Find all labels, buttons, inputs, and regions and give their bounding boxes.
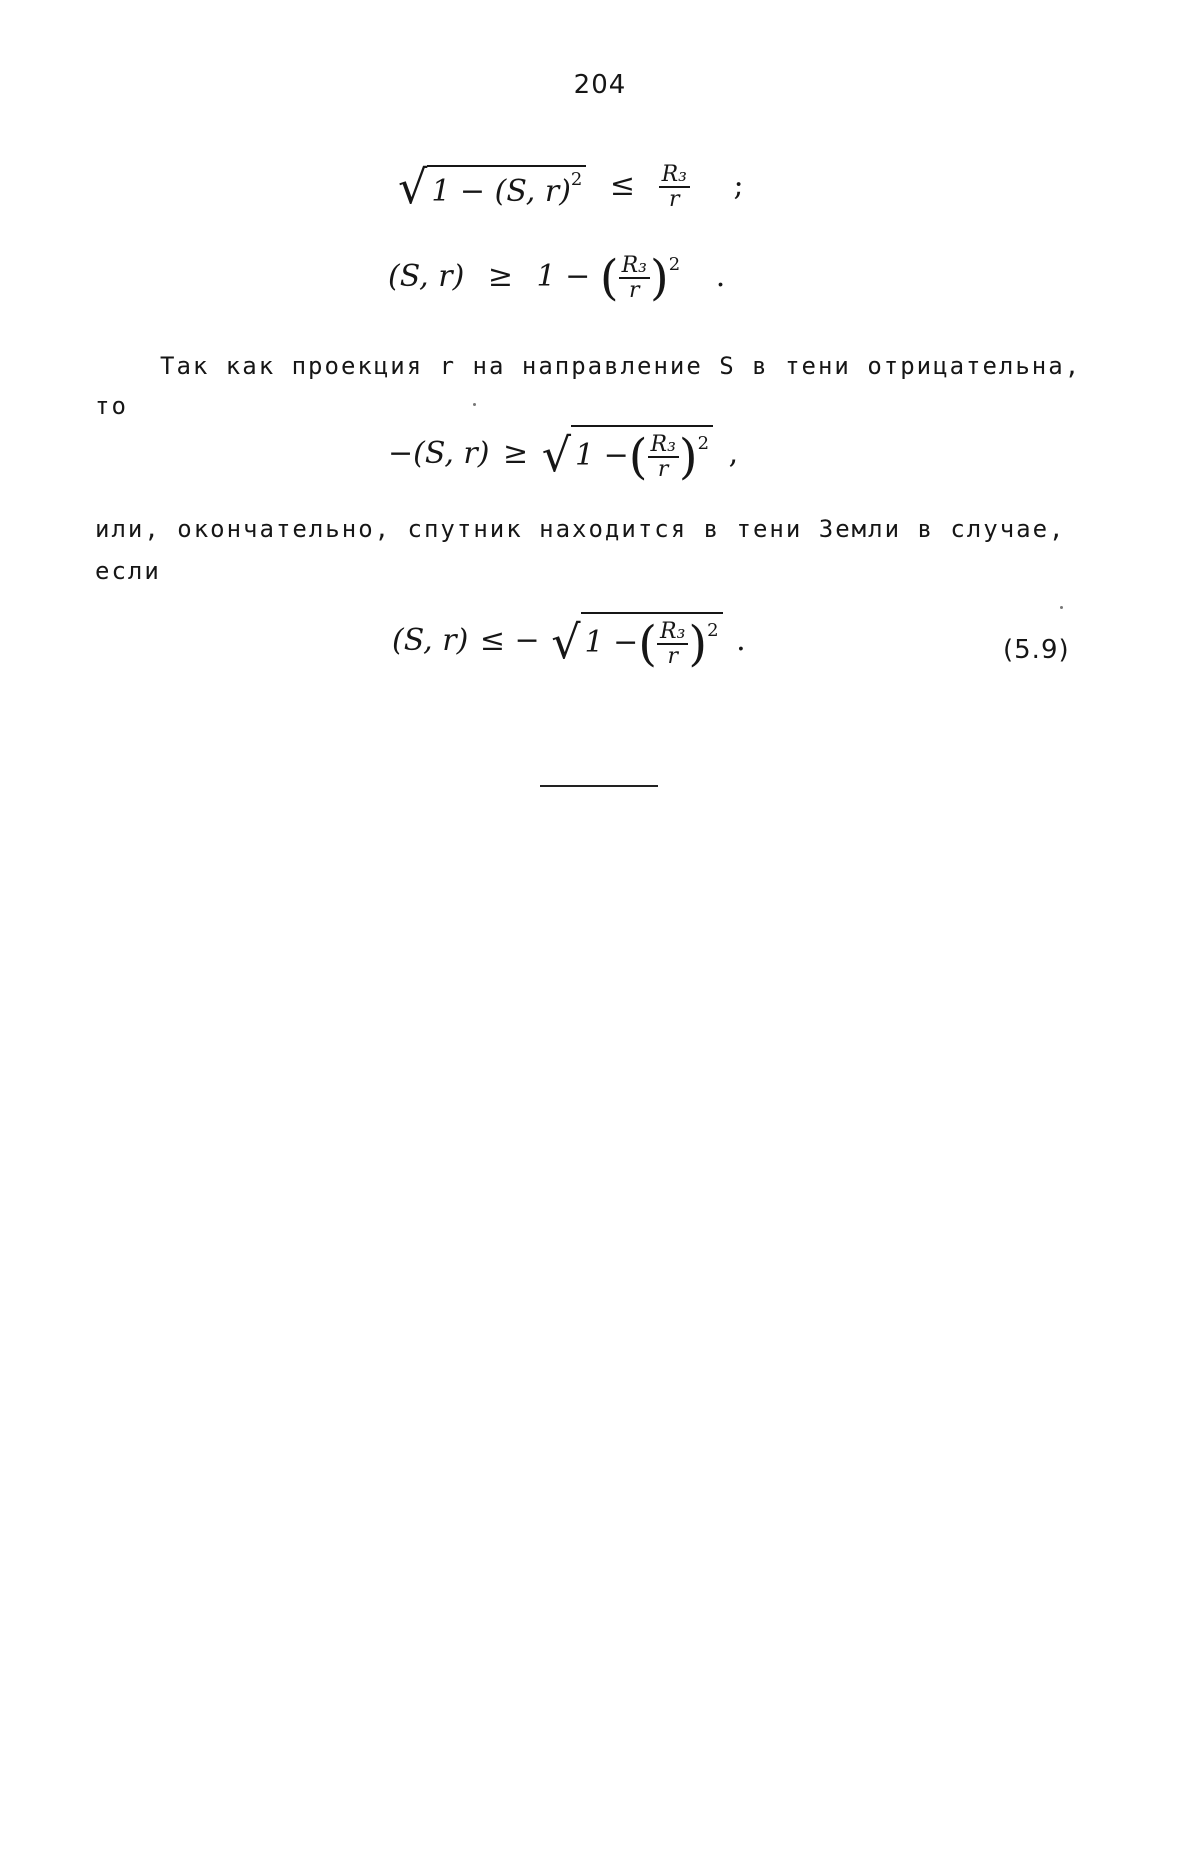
paragraph-1-line-1: Так как проекция r на направление S в тени отрицательна, (160, 352, 1082, 380)
formula-end-mark: , (728, 436, 739, 471)
fraction-numerator: R₃ (648, 433, 679, 458)
sqrt-body (427, 165, 586, 209)
one-minus: 1 − (536, 259, 591, 294)
one-minus: 1 − (584, 625, 639, 660)
right-paren: ) (678, 429, 698, 485)
fraction-numerator: R₃ (619, 254, 650, 279)
sqrt-sign: √ (551, 615, 581, 669)
paragraph-2-line-2: если (95, 557, 161, 585)
formula-end-mark: ; (733, 168, 744, 203)
formula-end-mark: . (736, 623, 746, 658)
exponent: 2 (668, 254, 681, 275)
left-paren: ( (628, 429, 648, 485)
right-paren: ) (649, 250, 669, 306)
scan-speck (473, 403, 476, 406)
fraction-denominator: r (629, 278, 640, 303)
lhs: (S, r) (392, 623, 469, 658)
relation-sign: ≤ (609, 168, 636, 203)
sqrt-content: 1 − (S, r) (431, 174, 571, 209)
left-paren: ( (599, 250, 619, 306)
fraction (619, 254, 650, 302)
fraction (659, 163, 690, 211)
relation-sign: ≤ − (479, 623, 540, 658)
relation-sign: ≥ (503, 436, 529, 471)
fraction (648, 433, 679, 481)
sqrt-expression (542, 425, 713, 485)
sqrt-body (571, 425, 713, 485)
lhs: −(S, r) (388, 436, 490, 471)
section-end-rule (540, 785, 658, 787)
paragraph-1-line-2: то (95, 392, 128, 420)
relation-sign: ≥ (487, 259, 513, 294)
exponent: 2 (570, 169, 583, 190)
fraction-denominator: r (667, 644, 678, 669)
sqrt-body (581, 612, 723, 672)
sqrt-expression (551, 612, 722, 672)
fraction-numerator: R₃ (659, 163, 690, 188)
one-minus: 1 − (575, 438, 629, 473)
lhs: (S, r) (388, 259, 465, 294)
right-paren: ) (688, 616, 708, 672)
fraction-numerator: R₃ (657, 620, 688, 645)
exponent: 2 (697, 433, 710, 454)
fraction-denominator: r (657, 457, 669, 482)
exponent: 2 (707, 620, 719, 641)
formula-1 (398, 160, 744, 214)
sqrt-expression (398, 160, 586, 214)
formula-2 (388, 250, 725, 306)
formula-4 (392, 612, 746, 672)
formula-end-mark: . (715, 259, 726, 294)
equation-number: (5.9) (1003, 635, 1070, 665)
left-paren: ( (638, 616, 658, 672)
sqrt-sign: √ (541, 428, 571, 482)
fraction-denominator: r (669, 187, 680, 212)
paragraph-2-line-1: или, окончательно, спутник находится в тени Земли в случае, (95, 515, 1066, 543)
scan-speck (1060, 606, 1063, 609)
page-number: 204 (573, 70, 627, 100)
sqrt-sign: √ (398, 160, 428, 214)
formula-3 (388, 425, 738, 485)
fraction (657, 620, 688, 668)
